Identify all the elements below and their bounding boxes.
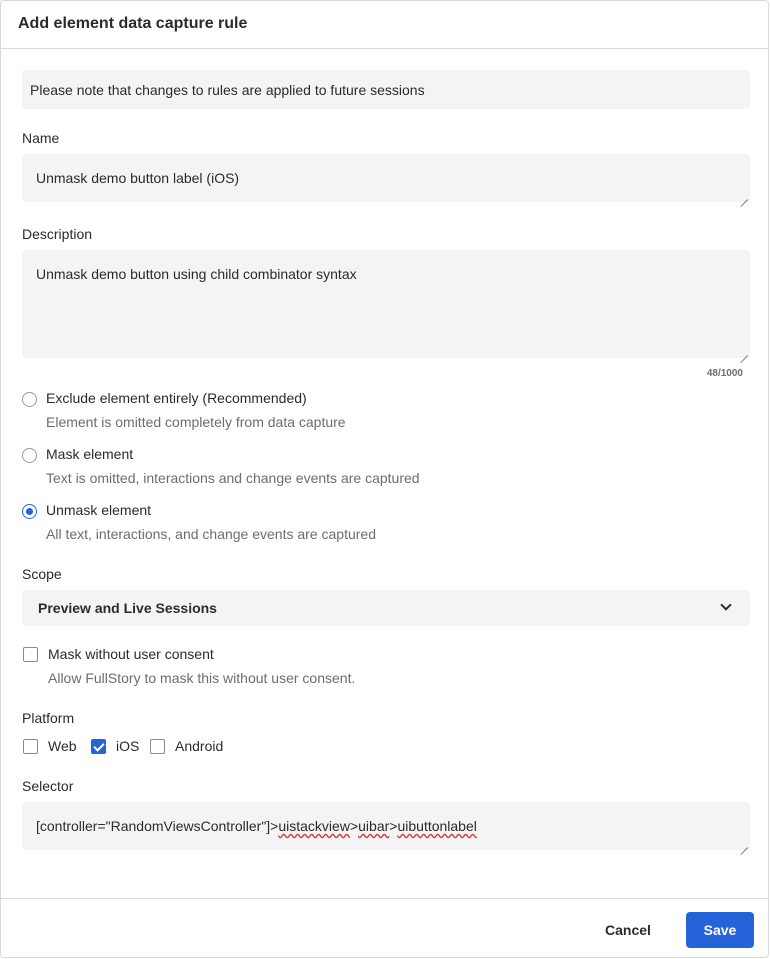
radio-mask-help: Text is omitted, interactions and change events are captured xyxy=(46,470,420,486)
description-char-counter: 48/1000 xyxy=(706,368,743,379)
chevron-down-icon xyxy=(720,599,731,610)
resize-grip-icon[interactable] xyxy=(740,840,748,848)
selector-separator: > xyxy=(389,818,398,834)
platform-web-label[interactable]: Web xyxy=(48,738,77,754)
selector-prefix: [controller="RandomViewsController"]> xyxy=(36,818,279,834)
radio-exclude-label[interactable]: Exclude element entirely (Recommended) xyxy=(46,390,307,406)
save-button[interactable]: Save xyxy=(686,912,754,948)
radio-button-selected-icon[interactable] xyxy=(22,504,37,519)
selector-part-stackview: uistackview xyxy=(278,818,350,834)
description-value: Unmask demo button using child combinator syntax xyxy=(36,266,357,282)
platform-android-label[interactable]: Android xyxy=(175,738,224,754)
radio-exclude-help: Element is omitted completely from data capture xyxy=(46,414,346,430)
radio-button-icon[interactable] xyxy=(22,448,37,463)
consent-checkbox[interactable] xyxy=(23,647,38,662)
consent-help: Allow FullStory to mask this without user consent. xyxy=(48,670,356,686)
selector-part-buttonlabel: uibuttonlabel xyxy=(397,818,477,834)
platform-ios-checkbox[interactable] xyxy=(91,739,106,754)
consent-label[interactable]: Mask without user consent xyxy=(48,646,214,662)
dialog-header xyxy=(1,1,768,49)
resize-grip-icon[interactable] xyxy=(740,348,748,356)
selector-part-bar: uibar xyxy=(358,818,390,834)
name-input-value: Unmask demo button label (iOS) xyxy=(36,170,240,186)
name-label: Name xyxy=(22,130,60,146)
name-input[interactable] xyxy=(22,154,750,202)
radio-unmask-label[interactable]: Unmask element xyxy=(46,502,152,518)
scope-selected-value: Preview and Live Sessions xyxy=(38,600,217,616)
platform-ios-label[interactable]: iOS xyxy=(116,738,140,754)
selector-label: Selector xyxy=(22,778,74,794)
radio-unmask-help: All text, interactions, and change events are captured xyxy=(46,526,376,542)
description-textarea[interactable] xyxy=(22,250,750,358)
radio-mask-label[interactable]: Mask element xyxy=(46,446,134,462)
platform-web-checkbox[interactable] xyxy=(23,739,38,754)
scope-select[interactable] xyxy=(22,590,750,626)
future-sessions-notice: Please note that changes to rules are applied to future sessions xyxy=(22,70,750,109)
selector-input[interactable] xyxy=(22,802,750,850)
platform-android-checkbox[interactable] xyxy=(150,739,165,754)
resize-grip-icon[interactable] xyxy=(740,192,748,200)
scope-label: Scope xyxy=(22,566,62,582)
cancel-button[interactable]: Cancel xyxy=(591,912,665,948)
selector-separator: > xyxy=(349,818,359,834)
radio-button-icon[interactable] xyxy=(22,392,37,407)
dialog-footer xyxy=(1,898,768,959)
description-label: Description xyxy=(22,226,93,242)
platform-label: Platform xyxy=(22,710,75,726)
dialog-title: Add element data capture rule xyxy=(18,15,248,32)
